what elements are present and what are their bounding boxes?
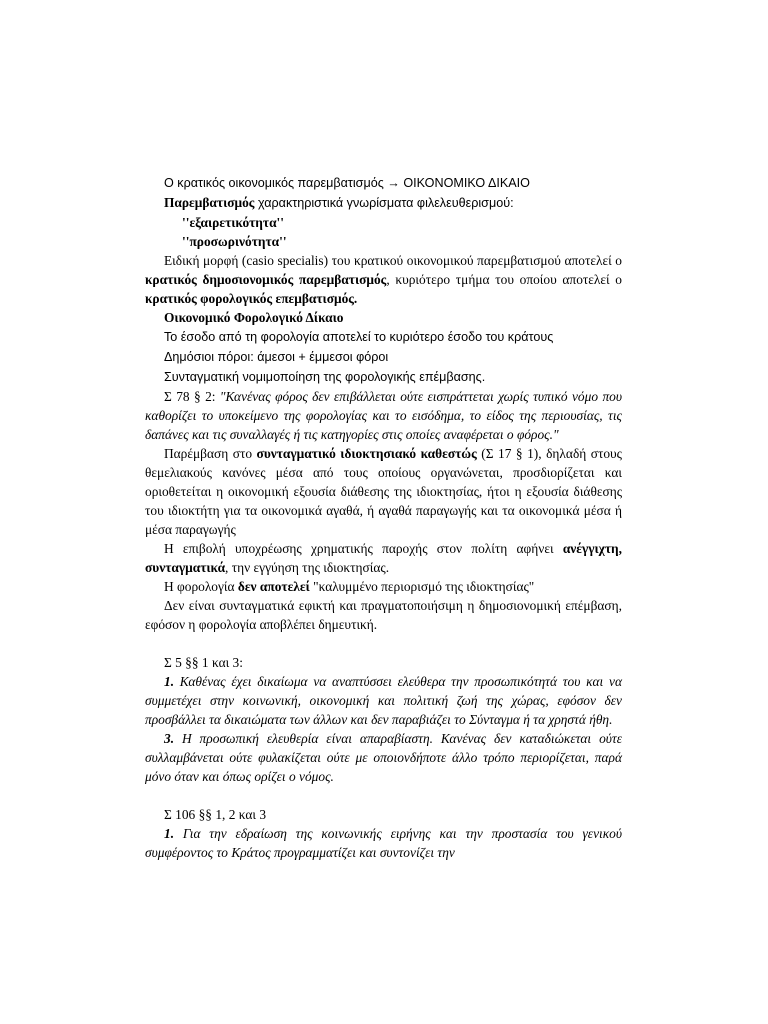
paragraph-12: Η επιβολή υποχρέωσης χρηματικής παροχής στον πολίτη αφήνει ανέγγιχτη, συνταγματικά, την εγγύηση της ιδιοκτησίας.: [145, 541, 622, 575]
line-2: Παρεμβατισμός χαρακτηριστικά γνωρίσματα φιλελευθερισμού:: [164, 195, 514, 210]
line-3: ''εξαιρετικότητα'': [182, 215, 284, 230]
subheading-6: Οικονομικό Φορολογικό Δίκαιο: [164, 310, 344, 325]
article-106-para-1: 1. Για την εδραίωση της κοινωνικής ειρήνης και την προστασία του γενικού συμφέροντος το Κράτος προγραμματίζει και συντονίζει την: [145, 826, 622, 860]
paragraph-10: Σ 78 § 2: "Κανένας φόρος δεν επιβάλλεται ούτε εισπράττεται χωρίς τυπικό νόμο που καθορίζει το υποκείμενο της φορολογίας και το εισόδημα, το είδος της περιουσίας, τις δαπάνες και τις συναλλαγές ή τις κατηγορίες στις οποίες αναφέρεται ο φόρος.": [145, 389, 622, 442]
heading-line-1: Ο κρατικός οικονομικός παρεμβατισμός → ΟΙΚΟΝΟΜΙΚΟ ΔΙΚΑΙΟ: [164, 176, 530, 190]
line-8: Δημόσιοι πόροι: άμεσοι + έμμεσοι φόροι: [164, 350, 389, 364]
spacer: [145, 634, 622, 653]
line-13: Η φορολογία δεν αποτελεί "καλυμμένο περιορισμό της ιδιοκτησίας": [164, 579, 535, 594]
paragraph-11: Παρέμβαση στο συνταγματικό ιδιοκτησιακό καθεστώς (Σ 17 § 1), δηλαδή στους θεμελιακούς κανόνες μέσα από τους οποίους οργανώνεται, προσδιορίζεται και οριοθετείται η οικονομική εξουσία διάθεσης της ιδιοκτησίας, ήτοι η εξουσία διάθεσης του ιδιοκτήτη για τα οικονομικά αγαθά, ή αγαθά παραγωγής και τα οικονομικά μέσα ή μέσα παραγωγής: [145, 446, 622, 537]
line-7: Το έσοδο από τη φορολογία αποτελεί το κυριότερο έσοδο του κράτους: [164, 330, 554, 344]
article-5-para-3: 3. Η προσωπική ελευθερία είναι απαραβίαστη. Κανένας δεν καταδιώκεται ούτε συλλαμβάνεται ούτε φυλακίζεται ούτε με οποιονδήποτε άλλο τρόπο περιορίζεται, παρά μόνο όταν και όπως ορίζει ο νόμος.: [145, 731, 622, 784]
arrow: →: [383, 176, 404, 190]
article-5-para-1: 1. Καθένας έχει δικαίωμα να αναπτύσσει ελεύθερα την προσωπικότητά του και να συμμετέχει στην κοινωνική, οικονομική και πολιτική ζωή της χώρας, εφόσον δεν προσβάλλει τα δικαιώματα των άλλων και δεν παραβιάζει το Σύνταγμα ή τα χρηστά ήθη.: [145, 674, 622, 727]
article-5-heading: Σ 5 §§ 1 και 3:: [164, 655, 243, 670]
document-page: [145, 173, 622, 862]
spacer: [145, 786, 622, 805]
line-4: ''προσωρινότητα'': [182, 234, 287, 249]
paragraph-5: Ειδική μορφή (casio specialis) του κρατικού οικονομικού παρεμβατισμού αποτελεί ο κρατικός δημοσιονομικός παρεμβατισμός, κυριότερο τμήμα του οποίου αποτελεί ο κρατικός φορολογικός επεμβατισμός.: [145, 253, 622, 306]
line-9: Συνταγματική νομιμοποίηση της φορολογικής επέμβασης.: [164, 370, 486, 384]
article-106-heading: Σ 106 §§ 1, 2 και 3: [164, 807, 267, 822]
paragraph-14: Δεν είναι συνταγματικά εφικτή και πραγματοποιήσιμη η δημοσιονομική επέμβαση, εφόσον η φορολογία αποβλέπει δημευτική.: [145, 598, 622, 632]
